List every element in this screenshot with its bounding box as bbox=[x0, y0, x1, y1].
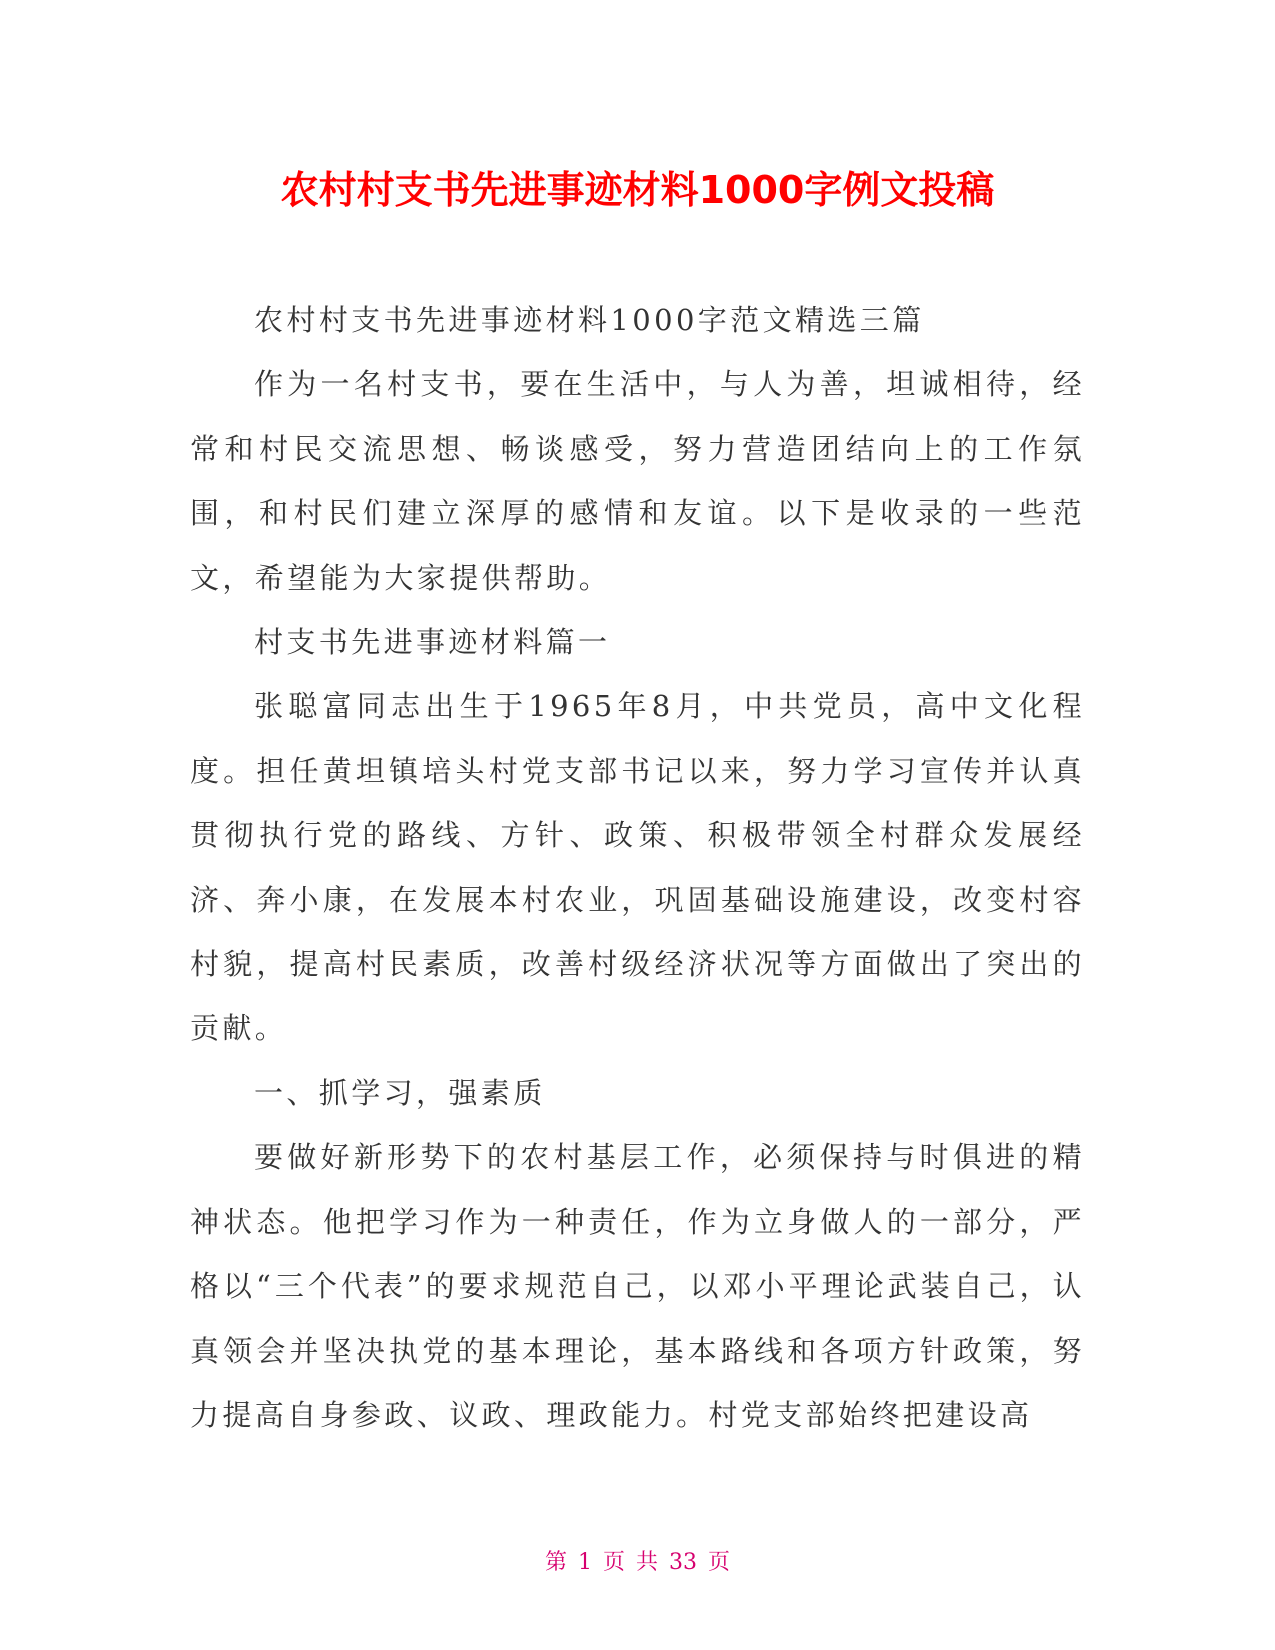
paragraph-intro: 作为一名村支书，要在生活中，与人为善，坦诚相待，经常和村民交流思想、畅谈感受，努力营造团结向上的工作氛围，和村民们建立深厚的感情和友谊。以下是收录的一些范文，希望能为大家提供帮助。 bbox=[190, 367, 1085, 595]
paragraph-section-heading: 村支书先进事迹材料篇一 bbox=[254, 625, 611, 660]
page-number-footer: 第 1 页 共 33 页 bbox=[545, 1550, 730, 1575]
paragraph-subheading: 一、抓学习，强素质 bbox=[254, 1075, 546, 1110]
paragraph-biography: 张聪富同志出生于1965年8月，中共党员，高中文化程度。担任黄坦镇培头村党支部书记以来，努力学习宣传并认真贯彻执行党的路线、方针、政策、积极带领全村群众发展经济、奔小康，在发展本村农业，巩固基础设施建设，改变村容村貌，提高村民素质，改善村级经济状况等方面做出了突出的贡献。 bbox=[190, 689, 1085, 1046]
document-body bbox=[190, 288, 1085, 1447]
paragraph-intro-heading: 农村村支书先进事迹材料1000字范文精选三篇 bbox=[254, 303, 925, 337]
paragraph-study: 要做好新形势下的农村基层工作，必须保持与时俱进的精神状态。他把学习作为一种责任，作为立身做人的一部分，严格以“三个代表”的要求规范自己，以邓小平理论武装自己，认真领会并坚决执党的基本理论，基本路线和各项方针政策，努力提高自身参政、议政、理政能力。村党支部始终把建设高 bbox=[190, 1140, 1085, 1432]
document-title: 农村村支书先进事迹材料1000字例文投稿 bbox=[280, 168, 995, 212]
